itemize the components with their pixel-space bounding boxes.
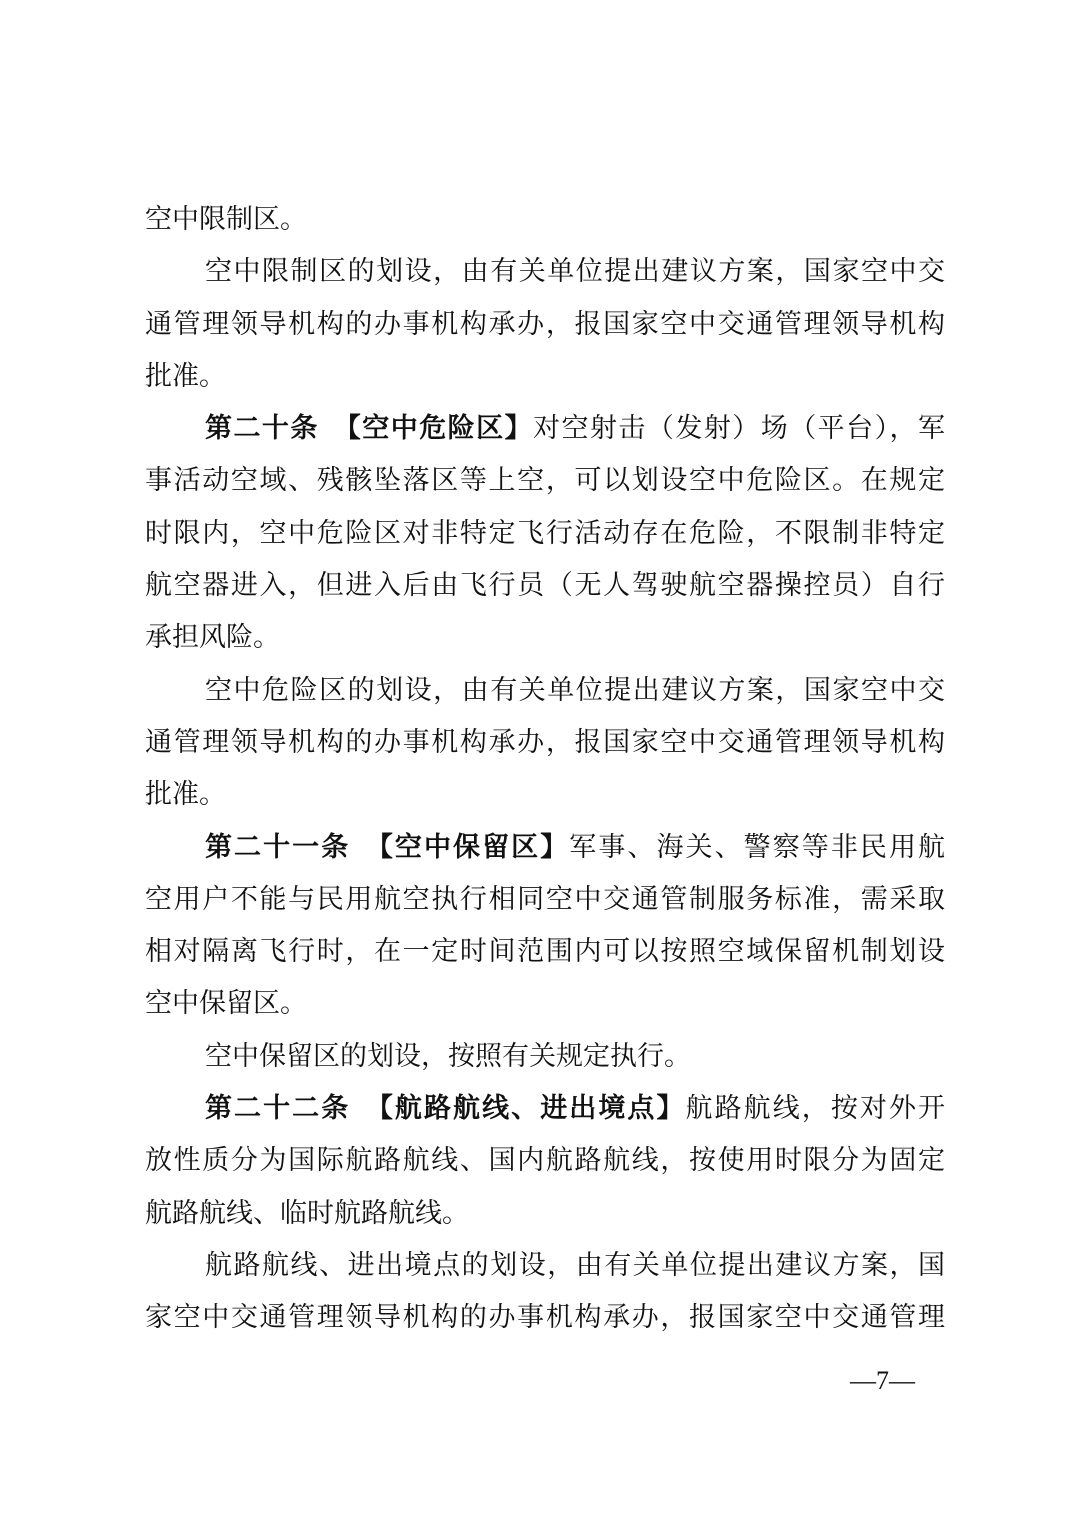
text-line (145, 822, 945, 874)
text-line (145, 1083, 945, 1135)
line-text: 通管理领导机构的办事机构承办，报国家空中交通管理领导机构 (145, 308, 945, 340)
line-text: 军事、海关、警察等非民用航 (569, 831, 946, 863)
paragraph (145, 194, 945, 246)
article-heading: 第二十条 【空中危险区】 (205, 413, 534, 445)
text-line (145, 1031, 945, 1083)
text-line (145, 926, 945, 978)
text-line (145, 351, 945, 403)
page-number: —7— (850, 1366, 915, 1395)
line-text: 对空射击（发射）场（平台），军 (533, 413, 946, 445)
line-text: 放性质分为国际航路航线、国内航路航线，按使用时限分为固定 (145, 1145, 945, 1177)
article-heading: 第二十二条 【航路航线、进出境点】 (205, 1093, 686, 1125)
article-paragraph (145, 822, 945, 1031)
text-line (145, 978, 945, 1030)
text-line (145, 455, 945, 507)
text-line (145, 299, 945, 351)
line-text: 时限内，空中危险区对非特定飞行活动存在危险，不限制非特定 (145, 517, 945, 549)
article-heading: 第二十一条 【空中保留区】 (205, 831, 570, 863)
line-text: 空用户不能与民用航空执行相同空中交通管制服务标准，需采取 (145, 883, 945, 915)
text-line (145, 403, 945, 455)
text-line (145, 717, 945, 769)
text-line (145, 769, 945, 821)
paragraph (145, 1240, 945, 1345)
line-text: 空中保留区的划设，按照有关规定执行。 (205, 1040, 691, 1072)
line-text: 批准。 (145, 360, 226, 392)
text-line (145, 1292, 945, 1344)
article-paragraph (145, 403, 945, 664)
paragraph (145, 665, 945, 822)
text-line (145, 246, 945, 298)
line-text: 航路航线、临时航路航线。 (145, 1197, 469, 1229)
line-text: 空中保留区。 (145, 988, 307, 1020)
line-text: 航路航线、进出境点的划设，由有关单位提出建议方案，国 (205, 1249, 945, 1281)
text-line (145, 1188, 945, 1240)
article-paragraph (145, 1083, 945, 1240)
line-text: 家空中交通管理领导机构的办事机构承办，报国家空中交通管理 (145, 1302, 945, 1334)
line-text: 空中危险区的划设，由有关单位提出建议方案，国家空中交 (205, 674, 945, 706)
text-line (145, 665, 945, 717)
text-line (145, 1240, 945, 1292)
text-line (145, 508, 945, 560)
paragraph (145, 1031, 945, 1083)
line-text: 承担风险。 (145, 622, 280, 654)
text-line (145, 194, 945, 246)
line-text: 空中限制区的划设，由有关单位提出建议方案，国家空中交 (205, 256, 945, 288)
line-text: 空中限制区。 (145, 204, 307, 235)
line-text: 航路航线，按对外开 (685, 1093, 946, 1125)
line-text: 相对隔离飞行时，在一定时间范围内可以按照空域保留机制划设 (145, 936, 945, 968)
text-line (145, 612, 945, 664)
line-text: 事活动空域、残骸坠落区等上空，可以划设空中危险区。在规定 (145, 465, 945, 497)
paragraph (145, 246, 945, 403)
document-body (145, 194, 945, 1345)
text-line (145, 560, 945, 612)
line-text: 批准。 (145, 779, 226, 811)
line-text: 通管理领导机构的办事机构承办，报国家空中交通管理领导机构 (145, 726, 945, 758)
line-text: 航空器进入，但进入后由飞行员（无人驾驶航空器操控员）自行 (145, 570, 945, 602)
text-line (145, 1135, 945, 1187)
text-line (145, 874, 945, 926)
